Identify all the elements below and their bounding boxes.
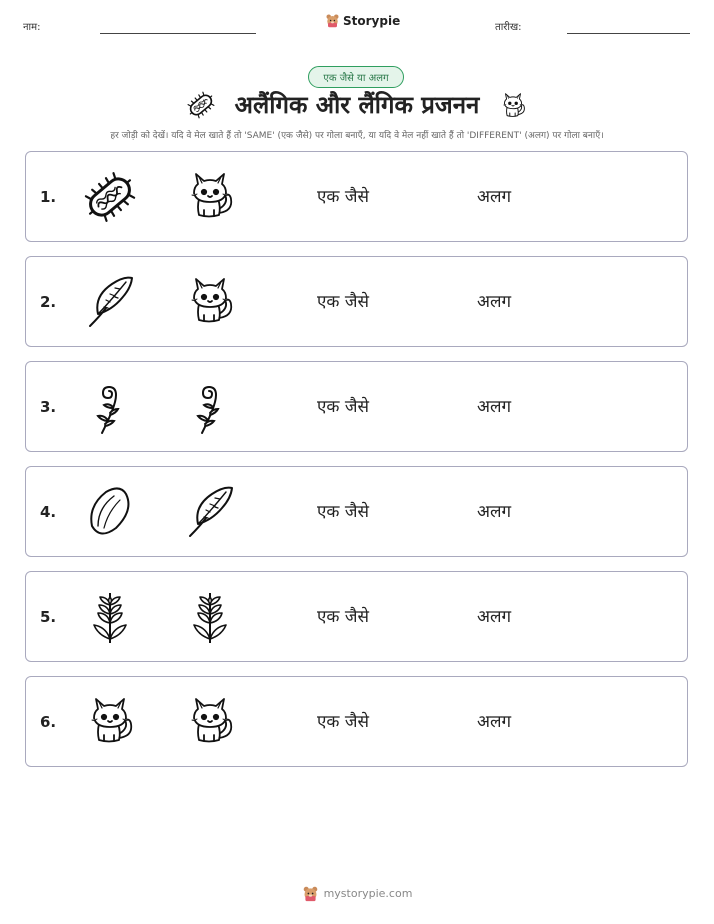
fox-cub-icon [82, 694, 138, 750]
pair-row-5 [25, 571, 688, 662]
pair-row-1 [25, 151, 688, 242]
brand-logo [325, 13, 400, 28]
name-label: नाम: [23, 22, 41, 33]
bacterium-icon [82, 169, 138, 225]
storypie-bear-icon [302, 885, 319, 902]
row-number: 5. [40, 608, 57, 626]
different-option[interactable]: अलग [477, 712, 512, 732]
storypie-bear-icon [325, 13, 340, 28]
row-number: 4. [40, 503, 57, 521]
seed-icon [82, 484, 138, 540]
different-option[interactable]: अलग [477, 607, 512, 627]
footer [0, 885, 714, 902]
name-line[interactable] [100, 33, 256, 34]
different-option[interactable]: अलग [477, 397, 512, 417]
same-option[interactable]: एक जैसे [317, 187, 369, 207]
feather-icon [82, 274, 138, 330]
fox-cub-icon [498, 91, 528, 121]
feather-icon [182, 484, 238, 540]
pair-row-3 [25, 361, 688, 452]
pair-row-6 [25, 676, 688, 767]
row-number: 3. [40, 398, 57, 416]
fern-fiddlehead-icon [182, 379, 238, 435]
date-line[interactable] [567, 33, 690, 34]
page-title: अलैंगिक और लैंगिक प्रजनन [234, 91, 480, 119]
row-number: 2. [40, 293, 57, 311]
different-option[interactable]: अलग [477, 502, 512, 522]
date-label: तारीख: [495, 22, 522, 33]
fern-fiddlehead-icon [82, 379, 138, 435]
worksheet-tag: एक जैसे या अलग [308, 66, 404, 88]
fox-cub-icon [182, 274, 238, 330]
same-option[interactable]: एक जैसे [317, 292, 369, 312]
fox-cub-icon [182, 169, 238, 225]
wheat-icon [82, 589, 138, 645]
same-option[interactable]: एक जैसे [317, 712, 369, 732]
fox-cub-icon [182, 694, 238, 750]
same-option[interactable]: एक जैसे [317, 397, 369, 417]
pair-row-2 [25, 256, 688, 347]
wheat-icon [182, 589, 238, 645]
pair-row-4 [25, 466, 688, 557]
same-option[interactable]: एक जैसे [317, 607, 369, 627]
different-option[interactable]: अलग [477, 292, 512, 312]
instructions: हर जोड़ी को देखें। यदि वे मेल खाते हैं तो 'SAME' (एक जैसे) पर गोला बनाएँ, या यदि वे मेल नहीं खाते हैं तो 'DIFFERENT' (अलग) पर गोला बनाएँ। [110, 131, 604, 141]
footer-site[interactable]: mystorypie.com [323, 887, 413, 900]
same-option[interactable]: एक जैसे [317, 502, 369, 522]
row-number: 6. [40, 713, 57, 731]
different-option[interactable]: अलग [477, 187, 512, 207]
row-number: 1. [40, 188, 57, 206]
brand-name: Storypie [343, 13, 401, 28]
